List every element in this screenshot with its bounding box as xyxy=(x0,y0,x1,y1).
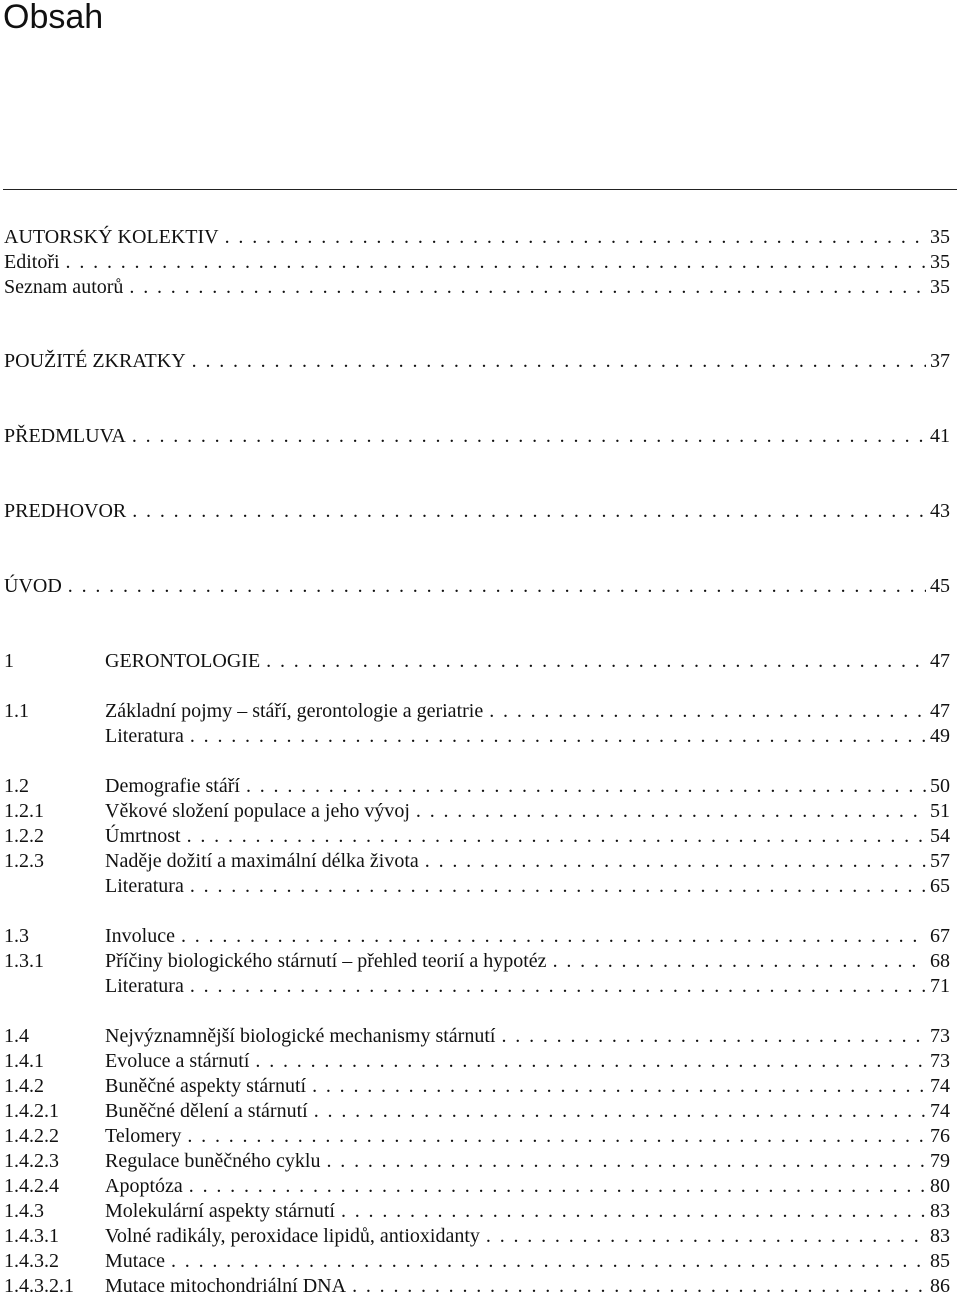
toc-entry-title: Apoptóza xyxy=(105,1174,189,1199)
toc-entry-title: Literatura xyxy=(105,974,190,999)
toc-entry-page: 50 xyxy=(926,774,950,799)
toc-entry-page: 47 xyxy=(926,649,950,674)
dot-leader xyxy=(187,824,926,849)
toc-entry[interactable] xyxy=(4,1124,950,1149)
dot-leader xyxy=(341,1199,926,1224)
toc-entry-title: AUTORSKÝ KOLEKTIV xyxy=(4,225,225,250)
dot-leader xyxy=(486,1224,926,1249)
toc-entry-number: 1.4.2.2 xyxy=(4,1125,59,1147)
dot-leader xyxy=(187,1124,926,1149)
toc-entry[interactable] xyxy=(4,699,950,724)
toc-entry[interactable] xyxy=(4,799,950,824)
toc-entry-title: Mutace xyxy=(105,1249,171,1274)
toc-entry[interactable] xyxy=(4,949,950,974)
toc-entry-title: PŘEDMLUVA xyxy=(4,424,132,449)
toc-entry-title: Involuce xyxy=(105,924,181,949)
toc-entry[interactable] xyxy=(4,1249,950,1274)
toc-entry-number: 1.4.2.3 xyxy=(4,1150,59,1172)
dot-leader xyxy=(352,1274,926,1299)
toc-entry-page: 45 xyxy=(926,574,950,599)
toc-entry-page: 67 xyxy=(926,924,950,949)
toc-entry-number: 1.4.2 xyxy=(4,1075,44,1097)
toc-entry-number: 1.3.1 xyxy=(4,950,44,972)
toc-entry-page: 80 xyxy=(926,1174,950,1199)
toc-entry[interactable] xyxy=(4,250,950,275)
dot-leader xyxy=(416,799,926,824)
toc-entry-title: Nejvýznamnější biologické mechanismy stárnutí xyxy=(105,1024,501,1049)
dot-leader xyxy=(326,1149,926,1174)
toc-entry[interactable] xyxy=(4,1024,950,1049)
dot-leader xyxy=(489,699,926,724)
toc-entry-title: Buněčné aspekty stárnutí xyxy=(105,1074,312,1099)
toc-entry-number: 1.2 xyxy=(4,775,29,797)
toc-entry-number: 1.4.3 xyxy=(4,1200,44,1222)
dot-leader xyxy=(132,499,926,524)
toc-entry[interactable] xyxy=(4,1174,950,1199)
dot-leader xyxy=(189,1174,926,1199)
toc-entry-title: Věkové složení populace a jeho vývoj xyxy=(105,799,416,824)
toc-entry-page: 51 xyxy=(926,799,950,824)
dot-leader xyxy=(501,1024,926,1049)
dot-leader xyxy=(553,949,926,974)
toc-entry[interactable] xyxy=(4,1074,950,1099)
toc-entry-title: PREDHOVOR xyxy=(4,499,132,524)
toc-entry-title: Příčiny biologického stárnutí – přehled teorií a hypotéz xyxy=(105,949,553,974)
dot-leader xyxy=(314,1099,926,1124)
toc-entry-title: Regulace buněčného cyklu xyxy=(105,1149,326,1174)
dot-leader xyxy=(190,874,926,899)
toc-entry-page: 73 xyxy=(926,1049,950,1074)
toc-entry-page: 35 xyxy=(926,225,950,250)
toc-entry-page: 35 xyxy=(926,275,950,300)
toc-entry[interactable] xyxy=(4,1274,950,1299)
toc-entry-page: 43 xyxy=(926,499,950,524)
page-title: Obsah xyxy=(3,0,104,36)
toc-entry[interactable] xyxy=(4,1049,950,1074)
toc-entry-title: Telomery xyxy=(105,1124,187,1149)
toc-entry-page: 47 xyxy=(926,699,950,724)
toc-entry-number: 1 xyxy=(4,650,14,672)
toc-entry-page: 86 xyxy=(926,1274,950,1299)
toc-entry[interactable] xyxy=(4,1099,950,1124)
toc-entry-number: 1.4.1 xyxy=(4,1050,44,1072)
toc-entry-number: 1.4.2.1 xyxy=(4,1100,59,1122)
dot-leader xyxy=(246,774,926,799)
toc-entry[interactable] xyxy=(4,574,950,599)
toc-entry-page: 37 xyxy=(926,349,950,374)
dot-leader xyxy=(171,1249,926,1274)
toc-entry[interactable] xyxy=(4,924,950,949)
toc-entry-title: Editoři xyxy=(4,250,66,275)
toc-entry[interactable] xyxy=(4,824,950,849)
dot-leader xyxy=(132,424,926,449)
toc-entry[interactable] xyxy=(4,1149,950,1174)
toc-entry-number: 1.4.3.2 xyxy=(4,1250,59,1272)
dot-leader xyxy=(225,225,926,250)
dot-leader xyxy=(190,724,926,749)
toc-entry-title: Molekulární aspekty stárnutí xyxy=(105,1199,341,1224)
toc-entry-page: 76 xyxy=(926,1124,950,1149)
toc-entry-page: 41 xyxy=(926,424,950,449)
toc-entry-title: Literatura xyxy=(105,724,190,749)
toc-entry-title: Buněčné dělení a stárnutí xyxy=(105,1099,314,1124)
toc-entry[interactable] xyxy=(4,774,950,799)
toc-entry-page: 73 xyxy=(926,1024,950,1049)
dot-leader xyxy=(266,649,926,674)
toc-entry-number: 1.2.2 xyxy=(4,825,44,847)
toc-entry-title: Úmrtnost xyxy=(105,824,187,849)
toc-entry[interactable] xyxy=(4,874,950,899)
toc-entry-page: 83 xyxy=(926,1199,950,1224)
toc-entry[interactable] xyxy=(4,974,950,999)
toc-entry-page: 71 xyxy=(926,974,950,999)
toc-entry-number: 1.3 xyxy=(4,925,29,947)
toc-entry-title: POUŽITÉ ZKRATKY xyxy=(4,349,192,374)
toc-entry-page: 68 xyxy=(926,949,950,974)
dot-leader xyxy=(181,924,926,949)
toc-entry[interactable] xyxy=(4,225,950,250)
dot-leader xyxy=(66,250,926,275)
toc-entry-page: 83 xyxy=(926,1224,950,1249)
toc-entry-title: GERONTOLOGIE xyxy=(105,649,266,674)
toc-entry-number: 1.1 xyxy=(4,700,29,722)
toc-entry-title: Demografie stáří xyxy=(105,774,246,799)
dot-leader xyxy=(68,574,926,599)
toc-entry[interactable] xyxy=(4,1224,950,1249)
toc-entry-page: 65 xyxy=(926,874,950,899)
toc-entry-title: Základní pojmy – stáří, gerontologie a geriatrie xyxy=(105,699,489,724)
dot-leader xyxy=(312,1074,926,1099)
toc-entry-page: 79 xyxy=(926,1149,950,1174)
toc-entry-title: ÚVOD xyxy=(4,574,68,599)
toc-entry-number: 1.4.2.4 xyxy=(4,1175,59,1197)
toc-entry-title: Mutace mitochondriální DNA xyxy=(105,1274,352,1299)
toc-entry-number: 1.4.3.1 xyxy=(4,1225,59,1247)
toc-entry[interactable] xyxy=(4,724,950,749)
toc-entry-number: 1.4.3.2.1 xyxy=(4,1275,74,1297)
toc-entry-title: Naděje dožití a maximální délka života xyxy=(105,849,425,874)
toc-entry[interactable] xyxy=(4,1199,950,1224)
toc-entry-page: 74 xyxy=(926,1099,950,1124)
dot-leader xyxy=(425,849,926,874)
toc-entry[interactable] xyxy=(4,275,950,300)
toc-entry[interactable] xyxy=(4,424,950,449)
dot-leader xyxy=(129,275,926,300)
toc-entry-page: 57 xyxy=(926,849,950,874)
dot-leader xyxy=(255,1049,926,1074)
toc-entry[interactable] xyxy=(4,649,950,674)
toc-entry[interactable] xyxy=(4,849,950,874)
toc-entry[interactable] xyxy=(4,349,950,374)
dot-leader xyxy=(190,974,926,999)
toc-entry-number: 1.2.1 xyxy=(4,800,44,822)
toc-entry-page: 85 xyxy=(926,1249,950,1274)
toc-entry-title: Literatura xyxy=(105,874,190,899)
toc-entry-page: 49 xyxy=(926,724,950,749)
toc-entry-page: 74 xyxy=(926,1074,950,1099)
toc-entry-number: 1.2.3 xyxy=(4,850,44,872)
toc-entry-title: Seznam autorů xyxy=(4,275,129,300)
toc-entry-title: Volné radikály, peroxidace lipidů, antioxidanty xyxy=(105,1224,486,1249)
toc-entry-page: 35 xyxy=(926,250,950,275)
dot-leader xyxy=(192,349,926,374)
toc-entry-page: 54 xyxy=(926,824,950,849)
toc-entry[interactable] xyxy=(4,499,950,524)
toc-entry-title: Evoluce a stárnutí xyxy=(105,1049,255,1074)
toc-entry-number: 1.4 xyxy=(4,1025,29,1047)
